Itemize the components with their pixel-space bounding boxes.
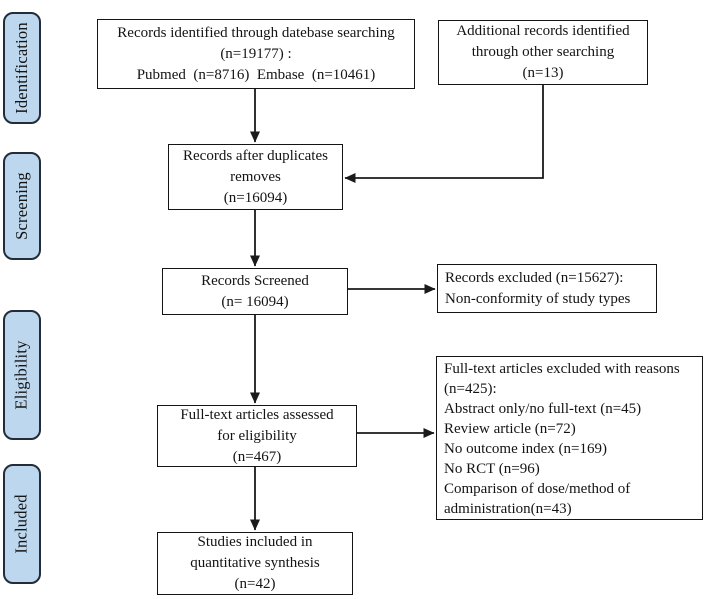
box-studies-included-line: (n=42) bbox=[234, 576, 276, 592]
box-additional-records-line: through other searching bbox=[471, 44, 615, 60]
box-fulltext-excluded-reasons-line: No RCT (n=96) bbox=[444, 461, 540, 477]
stage-screening bbox=[3, 152, 41, 260]
box-additional-records-line: Additional records identified bbox=[456, 23, 630, 39]
box-records-identified-line: Records identified through datebase searching bbox=[117, 24, 395, 41]
box-records-screened bbox=[162, 268, 348, 315]
box-records-identified-line: (n=19177) : bbox=[220, 45, 292, 62]
stage-eligibility bbox=[3, 310, 41, 440]
box-fulltext-excluded-reasons bbox=[436, 356, 703, 520]
box-fulltext-excluded-reasons-line: (n=425): bbox=[444, 381, 497, 397]
box-records-screened-line: (n= 16094) bbox=[221, 293, 289, 310]
box-fulltext-excluded-reasons-line: Comparison of dose/method of bbox=[444, 481, 631, 497]
box-fulltext-assessed-line: Full-text articles assessed bbox=[180, 406, 334, 423]
box-additional-records bbox=[438, 20, 648, 85]
box-duplicates-removed-line: (n=16094) bbox=[223, 189, 288, 206]
box-duplicates-removed-line: Records after duplicates bbox=[183, 147, 328, 164]
box-records-excluded bbox=[437, 264, 657, 313]
box-records-identified bbox=[97, 19, 415, 89]
box-records-excluded-line: Records excluded (n=15627): bbox=[445, 269, 624, 286]
box-studies-included bbox=[157, 532, 353, 595]
stage-identification bbox=[3, 12, 41, 124]
box-fulltext-assessed-line: (n=467) bbox=[232, 448, 282, 465]
stage-eligibility-label: Eligibility bbox=[12, 340, 31, 410]
box-fulltext-excluded-reasons-line: Abstract only/no full-text (n=45) bbox=[444, 401, 642, 417]
box-studies-included-line: quantitative synthesis bbox=[190, 555, 320, 571]
box-records-identified-line: Pubmed (n=8716) Embase (n=10461) bbox=[136, 66, 376, 83]
arrow-additional-to-duplicates bbox=[345, 85, 543, 178]
box-fulltext-excluded-reasons-line: administration(n=43) bbox=[444, 501, 572, 517]
stage-screening-label: Screening bbox=[12, 172, 31, 240]
box-fulltext-assessed-line: for eligibility bbox=[217, 427, 297, 444]
box-fulltext-excluded-reasons-line: Review article (n=72) bbox=[444, 421, 576, 437]
box-fulltext-assessed bbox=[157, 405, 357, 467]
box-duplicates-removed-line: removes bbox=[230, 168, 281, 185]
box-studies-included-line: Studies included in bbox=[197, 534, 313, 550]
box-duplicates-removed bbox=[168, 144, 343, 210]
box-fulltext-excluded-reasons-line: No outcome index (n=169) bbox=[444, 441, 608, 457]
stage-identification-label: Identification bbox=[12, 22, 31, 114]
box-records-excluded-line: Non-conformity of study types bbox=[445, 290, 631, 307]
stage-included-label: Included bbox=[12, 494, 32, 554]
box-fulltext-excluded-reasons-line: Full-text articles excluded with reasons bbox=[444, 361, 680, 377]
box-additional-records-line: (n=13) bbox=[522, 65, 564, 81]
stage-included bbox=[3, 464, 41, 584]
box-records-screened-line: Records Screened bbox=[201, 272, 309, 289]
